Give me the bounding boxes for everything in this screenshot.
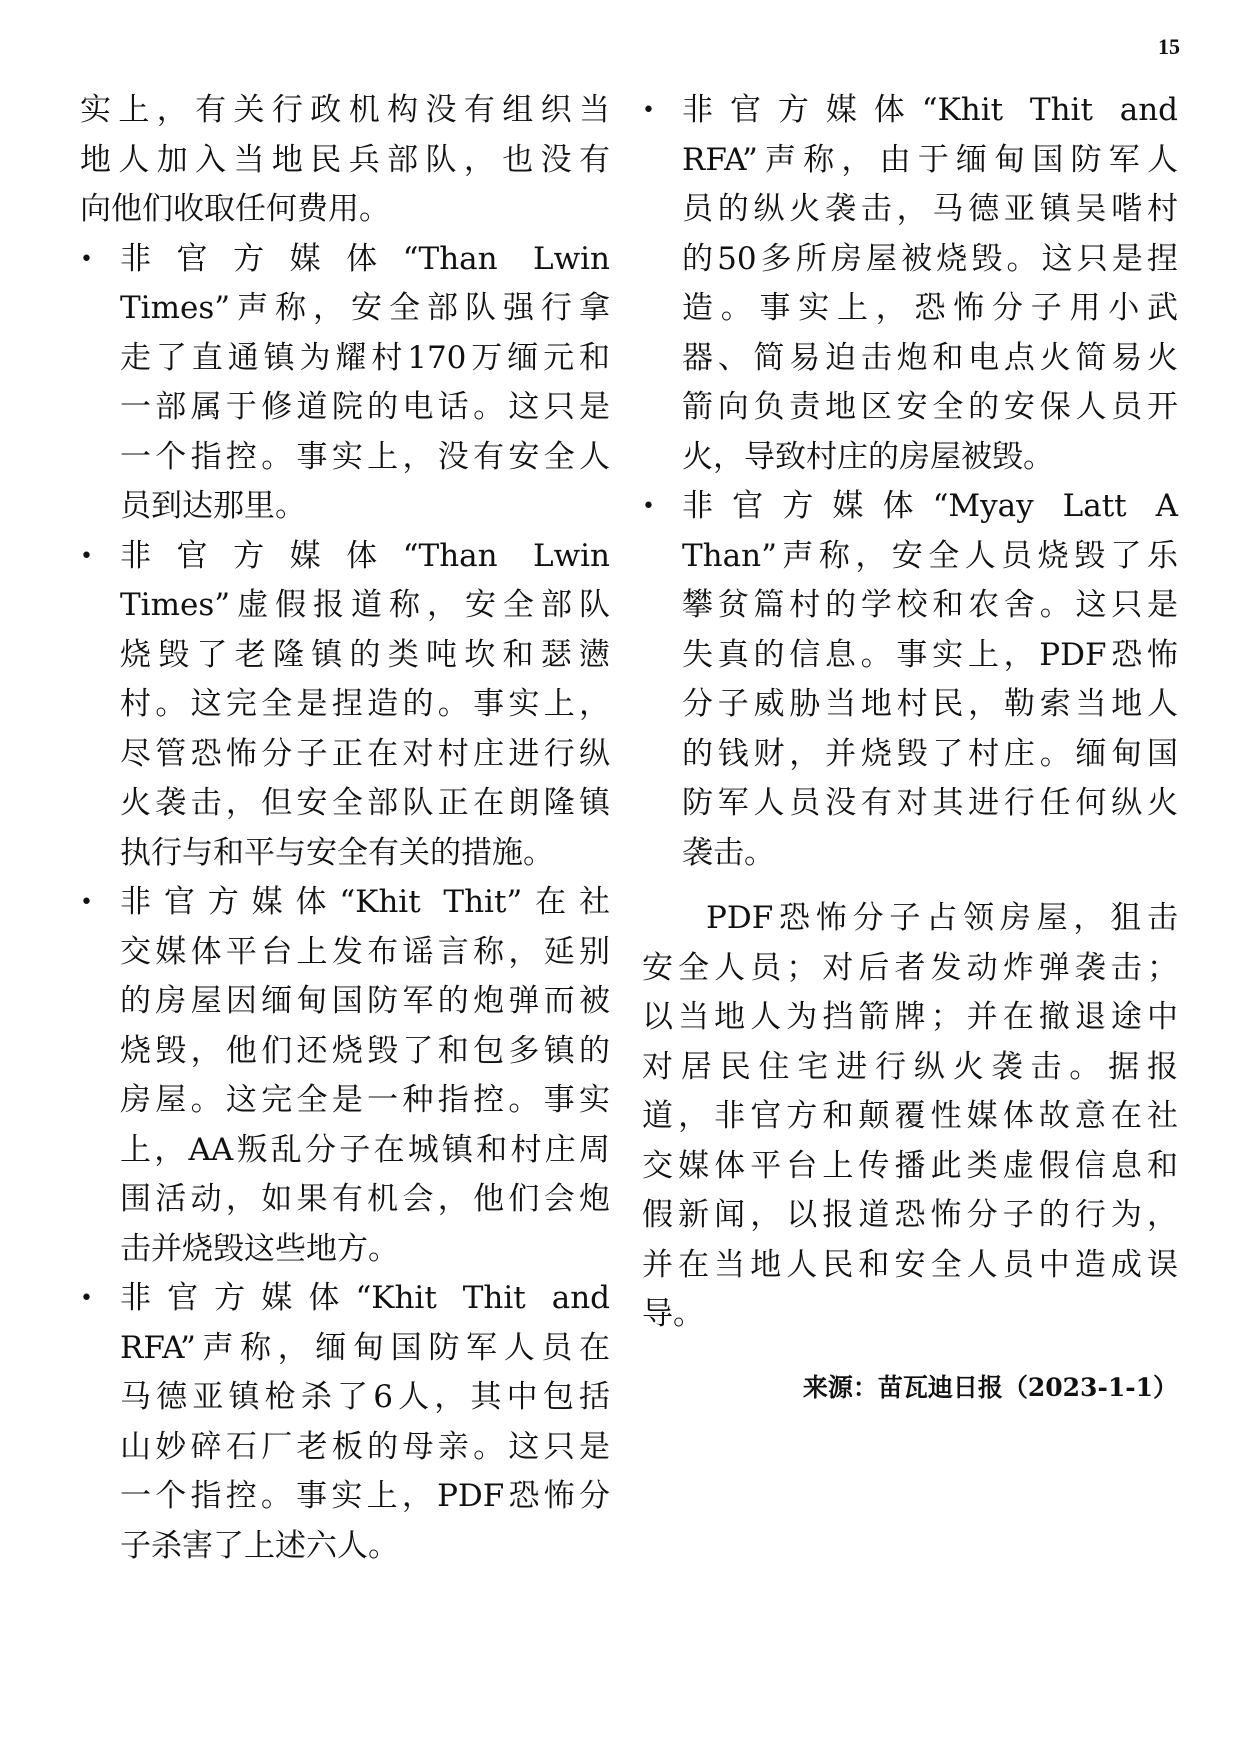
page-number: 15 xyxy=(1158,34,1180,59)
text-line: 并在当地人民和安全人员中造成误 xyxy=(642,1246,1178,1283)
text-line: 的房屋因缅甸国防军的炮弹而被 xyxy=(120,983,610,1019)
text-line: 烧毁，他们还烧毁了和包多镇的 xyxy=(120,1032,610,1069)
text-line: 员到达那里。 xyxy=(120,488,306,524)
text-line: 分子威胁当地村民，勒索当地人 xyxy=(682,686,1178,722)
text-line: 安全人员；对后者发动炸弹袭击； xyxy=(642,949,1178,986)
text-line: 击并烧毁这些地方。 xyxy=(120,1230,399,1267)
text-line: 执行与和平与安全有关的措施。 xyxy=(120,834,554,871)
text-line: 一个指控。事实上，没有安全人 xyxy=(120,438,610,475)
text-line: 一部属于修道院的电话。这只是 xyxy=(120,389,610,425)
text-line: • 非官方媒体“Myay Latt A xyxy=(682,488,1178,524)
text-line: 的50多所房屋被烧毁。这只是捏 xyxy=(682,240,1178,277)
text-line: 子杀害了上述六人。 xyxy=(120,1527,399,1564)
text-line: 交媒体平台上发布谣言称，延别 xyxy=(120,933,610,970)
text-line: 火袭击，但安全部队正在朗隆镇 xyxy=(120,785,610,821)
text-line: 尽管恐怖分子正在对村庄进行纵 xyxy=(120,735,610,772)
text-line: Than”声称，安全人员烧毁了乐 xyxy=(682,537,1178,574)
text-line: • 非官方媒体“Than Lwin xyxy=(120,240,610,277)
text-line: 上，AA叛乱分子在城镇和村庄周 xyxy=(120,1131,610,1168)
text-line: 防军人员没有对其进行任何纵火 xyxy=(682,785,1178,821)
text-line: • 非官方媒体“Than Lwin xyxy=(120,537,610,574)
text-line: RFA”声称，由于缅甸国防军人 xyxy=(682,141,1178,178)
text-line: 造。事实上，恐怖分子用小武 xyxy=(682,290,1178,326)
text-line: 箭向负责地区安全的安保人员开 xyxy=(682,389,1178,425)
bullet-item xyxy=(642,482,1178,878)
text-line: Times”虚假报道称，安全部队 xyxy=(120,587,610,623)
text-line: 一个指控。事实上，PDF恐怖分 xyxy=(120,1478,610,1514)
text-line: • 非官方媒体“Khit Thit”在社 xyxy=(120,884,610,920)
text-line: • 非官方媒体“Khit Thit and xyxy=(120,1280,610,1316)
text-line: 道，非官方和颠覆性媒体故意在社 xyxy=(642,1098,1178,1134)
text-line: 地人加入当地民兵部队，也没有 xyxy=(80,141,610,178)
text-line: 导。 xyxy=(642,1296,704,1332)
text-line: 员的纵火袭击，马德亚镇吴喈村 xyxy=(682,191,1178,227)
bullet-item xyxy=(80,878,610,1274)
text-line: Times”声称，安全部队强行拿 xyxy=(120,290,610,326)
text-line: 攀贫篇村的学校和农舍。这只是 xyxy=(682,587,1178,623)
source-citation: 来源：苗瓦迪日报（2023-1-1） xyxy=(802,1372,1178,1402)
body-paragraph xyxy=(642,894,1178,1340)
text-line: 对居民住宅进行纵火袭击。据报 xyxy=(642,1048,1178,1085)
text-line: 袭击。 xyxy=(682,834,775,871)
text-line: 烧毁了老隆镇的类吨坎和瑟懑 xyxy=(120,636,610,673)
text-line: 交媒体平台上传播此类虚假信息和 xyxy=(642,1147,1178,1184)
text-line: 走了直通镇为耀村170万缅元和 xyxy=(120,339,610,376)
text-line: 假新闻，以报道恐怖分子的行为， xyxy=(642,1197,1178,1233)
text-line: RFA”声称，缅甸国防军人员在 xyxy=(120,1329,610,1366)
text-line: 的钱财，并烧毁了村庄。缅甸国 xyxy=(682,735,1178,772)
text-line: 器、简易迫击炮和电点火简易火 xyxy=(682,339,1178,376)
left-column xyxy=(80,86,610,1571)
text-line: 村。这完全是捏造的。事实上， xyxy=(120,686,610,722)
bullet-item xyxy=(642,86,1178,482)
text-line: 实上，有关行政机构没有组织当 xyxy=(80,92,610,128)
text-line: 火，导致村庄的房屋被毁。 xyxy=(682,438,1054,475)
right-column-body xyxy=(642,86,1178,1340)
text-line: 马德亚镇枪杀了6人，其中包括 xyxy=(120,1379,610,1415)
text-line: PDF恐怖分子占领房屋，狙击 xyxy=(706,900,1178,936)
right-column xyxy=(642,86,1178,1408)
text-line: 以当地人为挡箭牌；并在撤退途中 xyxy=(642,999,1178,1035)
bullet-item xyxy=(80,532,610,879)
continued-paragraph xyxy=(80,86,610,235)
bullet-item xyxy=(80,235,610,532)
text-line: 向他们收取任何费用。 xyxy=(80,191,390,227)
text-line: • 非官方媒体“Khit Thit and xyxy=(682,92,1178,128)
text-line: 失真的信息。事实上，PDF恐怖 xyxy=(682,636,1178,673)
text-line: 房屋。这完全是一种指控。事实 xyxy=(120,1082,610,1118)
text-line: 山妙碎石厂老板的母亲。这只是 xyxy=(120,1428,610,1465)
text-line: 围活动，如果有机会，他们会炮 xyxy=(120,1181,610,1217)
bullet-item xyxy=(80,1274,610,1571)
